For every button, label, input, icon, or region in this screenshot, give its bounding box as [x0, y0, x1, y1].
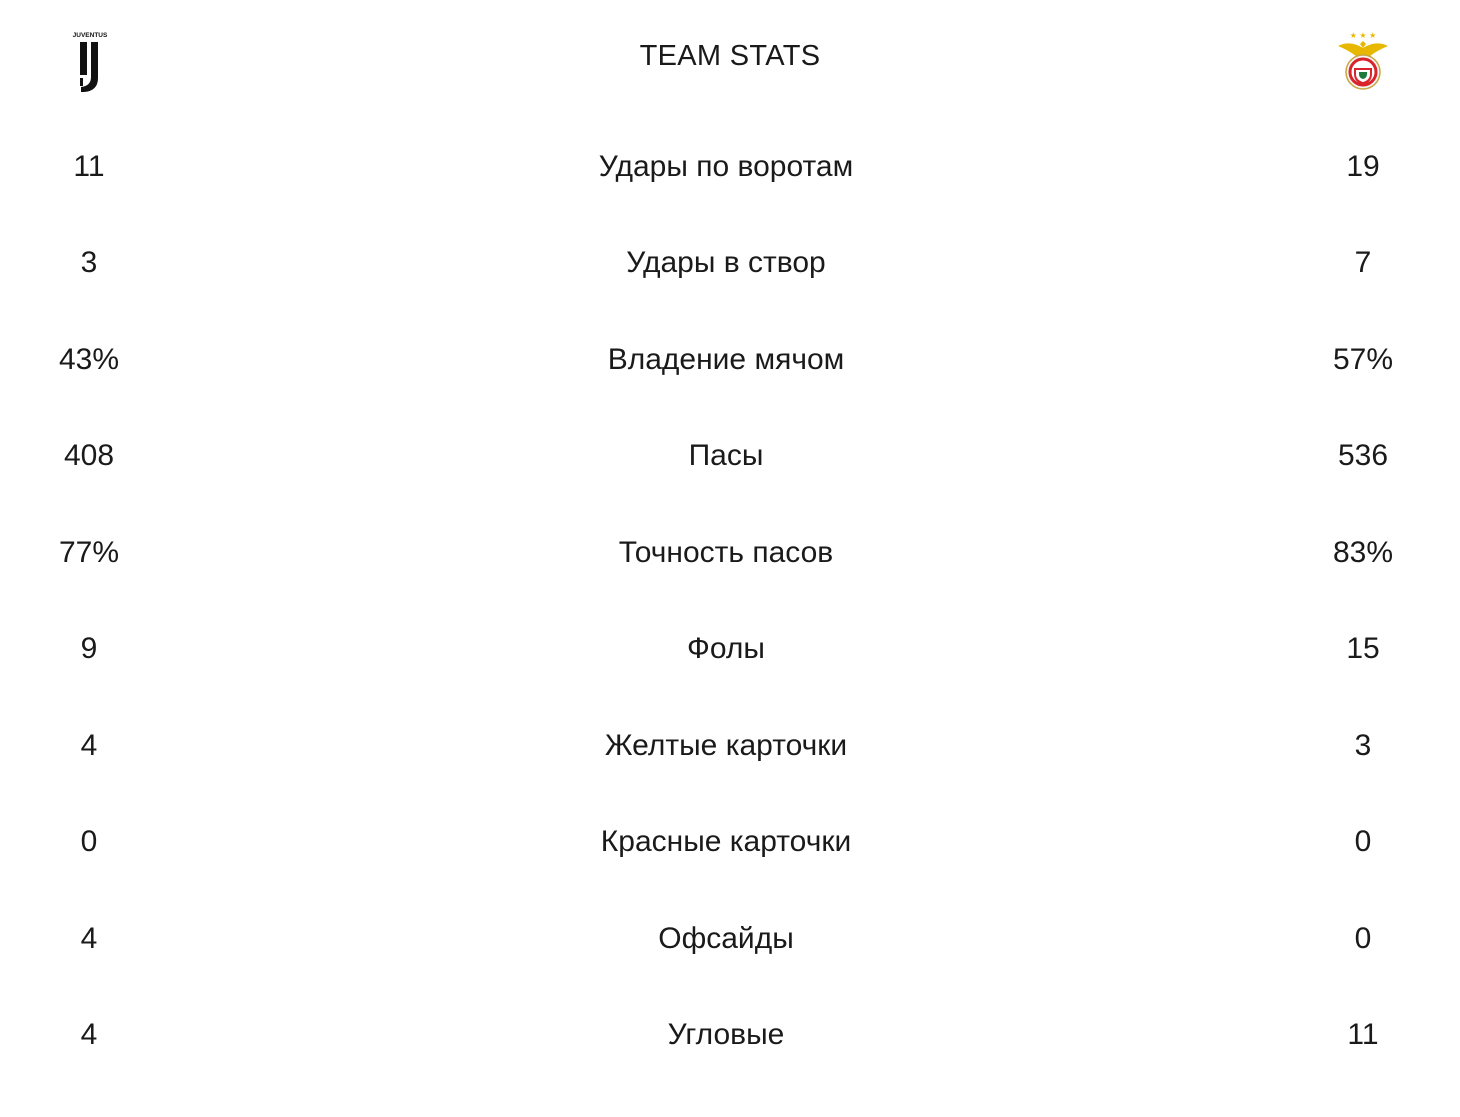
home-stat-value: 43%	[58, 343, 120, 376]
stat-label: Удары по воротам	[598, 150, 854, 183]
stat-row-fouls	[0, 624, 1460, 674]
stat-row-offsides	[0, 914, 1460, 964]
away-stat-value: 83%	[1332, 536, 1394, 569]
juventus-logo-graphic	[62, 30, 118, 94]
stat-row-yellow-cards	[0, 721, 1460, 771]
stat-row-possession	[0, 335, 1460, 385]
stat-row-shots	[0, 142, 1460, 192]
away-stat-value: 7	[1354, 246, 1372, 279]
stat-label: Владение мячом	[607, 343, 845, 376]
benfica-logo-graphic	[1330, 30, 1396, 96]
home-stat-value: 11	[73, 150, 105, 183]
away-stat-value: 536	[1337, 439, 1389, 472]
stat-row-corners	[0, 1010, 1460, 1060]
away-stat-value: 0	[1354, 922, 1372, 955]
svg-text:JUVENTUS: JUVENTUS	[72, 32, 108, 39]
home-stat-value: 408	[63, 439, 115, 472]
home-stat-value: 77%	[58, 536, 120, 569]
stat-label: Точность пасов	[618, 536, 834, 569]
stats-header	[0, 18, 1460, 104]
away-stat-value: 11	[1347, 1018, 1379, 1051]
away-stat-value: 3	[1354, 729, 1372, 762]
juventus-logo-icon	[62, 30, 118, 94]
stat-label: Удары в створ	[626, 246, 826, 279]
stat-label: Офсайды	[658, 922, 794, 955]
svg-text:★ ★ ★: ★ ★ ★	[1349, 31, 1377, 40]
stat-label: Угловые	[667, 1018, 785, 1051]
home-stat-value: 4	[80, 922, 98, 955]
page-title: TEAM STATS	[639, 40, 821, 72]
stat-label: Желтые карточки	[604, 729, 848, 762]
benfica-logo-icon	[1330, 30, 1396, 96]
stat-row-pass-accuracy	[0, 528, 1460, 578]
home-stat-value: 9	[80, 632, 98, 665]
stat-label: Красные карточки	[600, 825, 852, 858]
away-stat-value: 0	[1354, 825, 1372, 858]
stat-row-passes	[0, 431, 1460, 481]
home-stat-value: 4	[80, 729, 98, 762]
stat-label: Пасы	[688, 439, 764, 472]
home-stat-value: 4	[80, 1018, 98, 1051]
away-stat-value: 15	[1346, 632, 1380, 665]
stat-label: Фолы	[687, 632, 765, 665]
stat-row-red-cards	[0, 817, 1460, 867]
home-stat-value: 0	[80, 825, 98, 858]
home-stat-value: 3	[80, 246, 98, 279]
stat-row-shots-on-target	[0, 238, 1460, 288]
away-stat-value: 19	[1346, 150, 1380, 183]
away-stat-value: 57%	[1332, 343, 1394, 376]
